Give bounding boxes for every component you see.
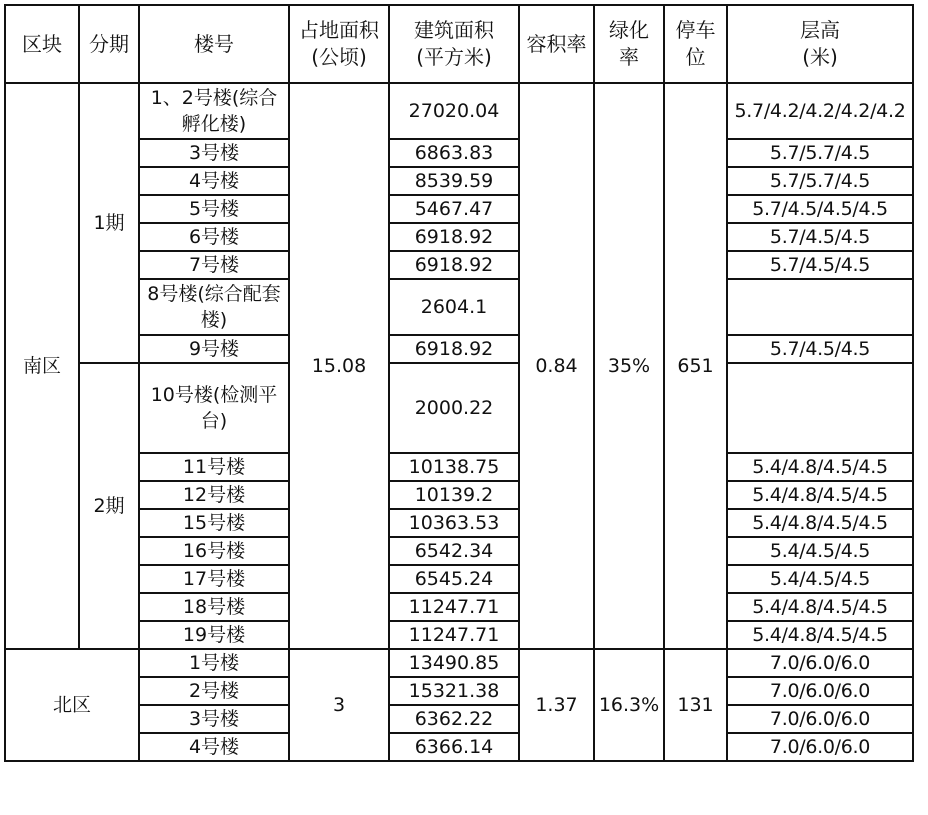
floor-height-cell: 5.4/4.8/4.5/4.5: [727, 453, 913, 481]
floor-area-cell: 2604.1: [389, 279, 519, 335]
building-cell: 18号楼: [139, 593, 289, 621]
floor-area-cell: 10363.53: [389, 509, 519, 537]
floor-height-cell: 5.7/4.5/4.5/4.5: [727, 195, 913, 223]
floor-height-cell: [727, 363, 913, 453]
floor-area-cell: 6362.22: [389, 705, 519, 733]
building-cell: 3号楼: [139, 139, 289, 167]
floor-area-cell: 5467.47: [389, 195, 519, 223]
building-cell: 17号楼: [139, 565, 289, 593]
building-cell: 10号楼(检测平台): [139, 363, 289, 453]
table-row: [5, 621, 913, 649]
table-row: [5, 537, 913, 565]
table-row: [5, 335, 913, 363]
floor-height-cell: 5.4/4.5/4.5: [727, 565, 913, 593]
floor-height-cell: 5.7/5.7/4.5: [727, 139, 913, 167]
building-cell: 8号楼(综合配套楼): [139, 279, 289, 335]
building-cell: 6号楼: [139, 223, 289, 251]
floor-height-cell: 7.0/6.0/6.0: [727, 649, 913, 677]
header-block: 区块: [5, 5, 79, 83]
building-cell: 1号楼: [139, 649, 289, 677]
table-row: [5, 139, 913, 167]
header-floor-area: 建筑面积 (平方米): [389, 5, 519, 83]
building-cell: 11号楼: [139, 453, 289, 481]
floor-area-cell: 6918.92: [389, 335, 519, 363]
far-cell-south: 0.84: [519, 83, 594, 649]
floor-height-cell: 5.7/5.7/4.5: [727, 167, 913, 195]
floor-area-cell: 6918.92: [389, 251, 519, 279]
floor-area-cell: 10138.75: [389, 453, 519, 481]
header-far: 容积率: [519, 5, 594, 83]
building-cell: 16号楼: [139, 537, 289, 565]
building-cell: 19号楼: [139, 621, 289, 649]
table-row: [5, 167, 913, 195]
floor-height-cell: 7.0/6.0/6.0: [727, 733, 913, 761]
floor-area-cell: 6863.83: [389, 139, 519, 167]
building-cell: 7号楼: [139, 251, 289, 279]
header-green-rate: 绿化 率: [594, 5, 664, 83]
table-row: [5, 565, 913, 593]
floor-height-cell: 5.4/4.8/4.5/4.5: [727, 621, 913, 649]
header-building: 楼号: [139, 5, 289, 83]
table-row: [5, 705, 913, 733]
land-area-cell-south: 15.08: [289, 83, 389, 649]
floor-area-cell: 11247.71: [389, 621, 519, 649]
building-cell: 4号楼: [139, 733, 289, 761]
table-row: [5, 509, 913, 537]
floor-area-cell: 6542.34: [389, 537, 519, 565]
table-row: [5, 279, 913, 335]
floor-area-cell: 6366.14: [389, 733, 519, 761]
floor-area-cell: 8539.59: [389, 167, 519, 195]
table-row: [5, 251, 913, 279]
header-floor-height: 层高 (米): [727, 5, 913, 83]
building-cell: 1、2号楼(综合孵化楼): [139, 83, 289, 139]
far-cell-north: 1.37: [519, 649, 594, 761]
table-row: [5, 733, 913, 761]
table-row: [5, 677, 913, 705]
header-land-area: 占地面积 (公顷): [289, 5, 389, 83]
building-cell: 5号楼: [139, 195, 289, 223]
header-parking: 停车 位: [664, 5, 727, 83]
floor-height-cell: 5.7/4.2/4.2/4.2/4.2: [727, 83, 913, 139]
floor-height-cell: 5.7/4.5/4.5: [727, 223, 913, 251]
parking-cell-north: 131: [664, 649, 727, 761]
project-table: [4, 4, 914, 762]
building-cell: 4号楼: [139, 167, 289, 195]
floor-area-cell: 13490.85: [389, 649, 519, 677]
floor-height-cell: 7.0/6.0/6.0: [727, 677, 913, 705]
table-row: [5, 649, 913, 677]
floor-area-cell: 27020.04: [389, 83, 519, 139]
floor-area-cell: 6545.24: [389, 565, 519, 593]
floor-height-cell: [727, 279, 913, 335]
phase-cell-phase2: 2期: [79, 363, 139, 649]
header-phase: 分期: [79, 5, 139, 83]
floor-area-cell: 11247.71: [389, 593, 519, 621]
building-cell: 12号楼: [139, 481, 289, 509]
floor-height-cell: 5.4/4.5/4.5: [727, 537, 913, 565]
block-cell-south: 南区: [5, 83, 79, 649]
phase-cell-phase1: 1期: [79, 83, 139, 363]
floor-height-cell: 5.7/4.5/4.5: [727, 251, 913, 279]
building-cell: 9号楼: [139, 335, 289, 363]
floor-height-cell: 5.7/4.5/4.5: [727, 335, 913, 363]
floor-height-cell: 5.4/4.8/4.5/4.5: [727, 509, 913, 537]
land-area-cell-north: 3: [289, 649, 389, 761]
building-cell: 2号楼: [139, 677, 289, 705]
floor-area-cell: 15321.38: [389, 677, 519, 705]
table-row: [5, 83, 913, 139]
floor-area-cell: 2000.22: [389, 363, 519, 453]
floor-height-cell: 5.4/4.8/4.5/4.5: [727, 481, 913, 509]
building-cell: 3号楼: [139, 705, 289, 733]
table-row: [5, 453, 913, 481]
parking-cell-south: 651: [664, 83, 727, 649]
table-row: [5, 481, 913, 509]
floor-height-cell: 7.0/6.0/6.0: [727, 705, 913, 733]
header-row: [5, 5, 913, 83]
green-rate-cell-south: 35%: [594, 83, 664, 649]
building-cell: 15号楼: [139, 509, 289, 537]
table-row: [5, 195, 913, 223]
table-row: [5, 223, 913, 251]
floor-area-cell: 10139.2: [389, 481, 519, 509]
floor-area-cell: 6918.92: [389, 223, 519, 251]
table-row: [5, 593, 913, 621]
table-row: [5, 363, 913, 453]
green-rate-cell-north: 16.3%: [594, 649, 664, 761]
block-cell-north: 北区: [5, 649, 139, 761]
floor-height-cell: 5.4/4.8/4.5/4.5: [727, 593, 913, 621]
